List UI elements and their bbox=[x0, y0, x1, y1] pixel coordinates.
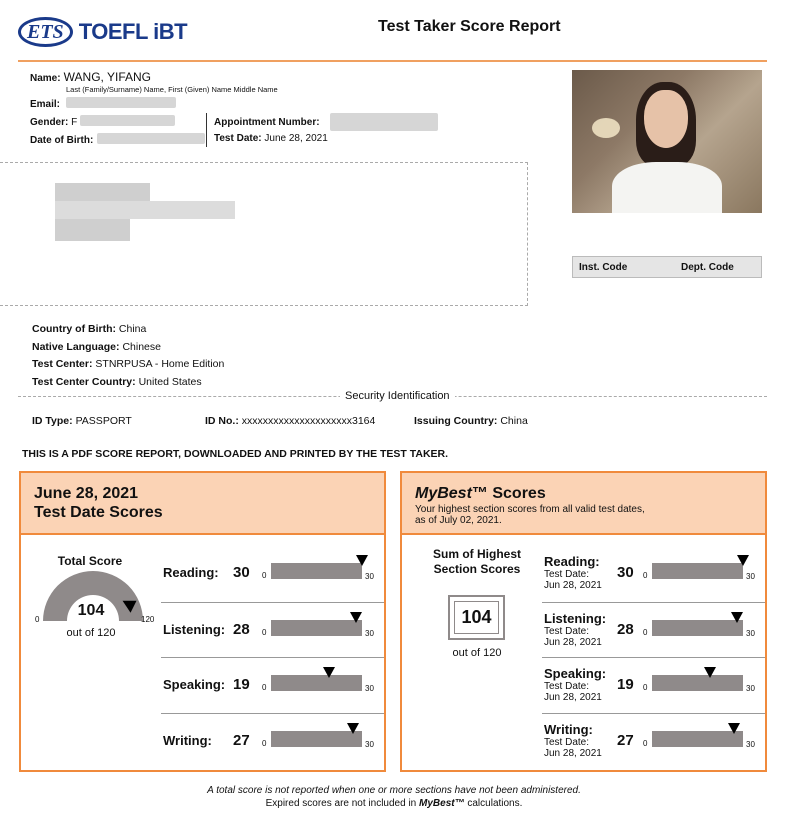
test-date-scores-panel bbox=[19, 471, 386, 772]
panel-test-date: June 28, 2021 bbox=[34, 485, 139, 502]
section-score: 27 bbox=[233, 732, 250, 749]
candidate-photo bbox=[572, 70, 762, 213]
section-test-date: Test Date: Jun 28, 2021 bbox=[544, 569, 602, 591]
section-score-bar bbox=[271, 563, 362, 579]
section-score: 28 bbox=[233, 621, 250, 638]
total-score-value: 104 bbox=[77, 602, 105, 619]
test-date-label: Test Date: bbox=[214, 133, 262, 144]
id-number: ID No.: xxxxxxxxxxxxxxxxxxxxx3164 bbox=[205, 415, 376, 427]
scale-max: 30 bbox=[746, 572, 755, 581]
footer-note-2: Expired scores are not included in MyBest™ calculations. bbox=[265, 798, 523, 809]
gauge-min: 0 bbox=[35, 615, 40, 624]
section-name: Reading: bbox=[544, 554, 600, 569]
info-divider bbox=[206, 113, 207, 147]
section-divider bbox=[161, 602, 384, 603]
section-score-marker bbox=[704, 667, 716, 678]
test-date-panel-header bbox=[21, 473, 384, 535]
section-divider bbox=[161, 657, 384, 658]
scale-max: 30 bbox=[365, 629, 374, 638]
ets-toefl-logo bbox=[18, 14, 187, 50]
appointment-label: Appointment Number: bbox=[214, 117, 320, 128]
logo-toefl-ibt: TOEFL iBT bbox=[78, 19, 188, 44]
total-score-label: Total Score bbox=[57, 554, 123, 568]
appointment-redacted bbox=[330, 113, 438, 131]
gender-row bbox=[30, 117, 77, 128]
section-divider bbox=[542, 713, 765, 714]
scale-min: 0 bbox=[262, 739, 267, 748]
section-name: Listening: bbox=[163, 622, 226, 637]
inst-code-label: Inst. Code bbox=[579, 262, 628, 273]
section-score-marker bbox=[731, 612, 743, 623]
section-divider bbox=[542, 657, 765, 658]
section-test-date: Test Date: Jun 28, 2021 bbox=[544, 681, 602, 703]
name-label: Name: bbox=[30, 73, 61, 84]
scale-min: 0 bbox=[643, 683, 648, 692]
section-score-marker bbox=[350, 612, 362, 623]
gender-label: Gender: bbox=[30, 117, 69, 128]
scale-max: 30 bbox=[746, 740, 755, 749]
section-score-marker bbox=[728, 723, 740, 734]
name-row bbox=[30, 70, 151, 84]
test-date-row bbox=[214, 133, 328, 144]
scale-min: 0 bbox=[262, 571, 267, 580]
dob-label: Date of Birth: bbox=[30, 135, 94, 146]
scale-max: 30 bbox=[365, 572, 374, 581]
section-score: 19 bbox=[617, 676, 634, 693]
detail-country-of-birth: Country of Birth: China bbox=[32, 323, 147, 335]
section-name: Writing: bbox=[163, 733, 212, 748]
sum-highest-label: Sum of Highest Section Scores bbox=[432, 547, 521, 576]
header-divider bbox=[18, 60, 767, 62]
test-date-value: June 28, 2021 bbox=[264, 133, 328, 144]
section-divider bbox=[542, 602, 765, 603]
dob-redacted bbox=[97, 133, 205, 144]
gender-redacted bbox=[80, 115, 175, 126]
section-score-marker bbox=[323, 667, 335, 678]
email-redacted bbox=[66, 97, 176, 108]
detail-native-language: Native Language: Chinese bbox=[32, 340, 161, 353]
sum-score-value: 104 bbox=[454, 601, 499, 634]
candidate-name: WANG, YIFANG bbox=[63, 70, 151, 84]
section-name: Reading: bbox=[163, 565, 219, 580]
section-score: 30 bbox=[617, 564, 634, 581]
section-score-marker bbox=[356, 555, 368, 566]
security-title: Security Identification bbox=[340, 390, 455, 402]
section-divider bbox=[161, 713, 384, 714]
detail-test-center: Test Center: STNRPUSA - Home Edition bbox=[32, 358, 225, 370]
section-score-bar bbox=[271, 675, 362, 691]
pdf-disclaimer: THIS IS A PDF SCORE REPORT, DOWNLOADED AND PRINTED BY THE TEST TAKER. bbox=[22, 448, 449, 460]
section-name: Speaking: bbox=[544, 666, 607, 681]
section-score-bar bbox=[271, 620, 362, 636]
section-score: 30 bbox=[233, 564, 250, 581]
logo-ets: ETS bbox=[18, 17, 73, 47]
scale-max: 30 bbox=[365, 684, 374, 693]
section-score-bar bbox=[652, 675, 743, 691]
candidate-details bbox=[32, 321, 224, 391]
section-score-bar bbox=[652, 563, 743, 579]
panel-title: Test Date Scores bbox=[34, 504, 163, 521]
institution-code-box bbox=[572, 256, 762, 278]
mybest-scores-panel bbox=[400, 471, 767, 772]
footer-note-1: A total score is not reported when one or more sections have not been administered. bbox=[207, 785, 581, 796]
total-score-out-of: out of 120 bbox=[66, 627, 116, 639]
scale-min: 0 bbox=[262, 628, 267, 637]
section-name: Listening: bbox=[544, 611, 607, 626]
sum-score-out-of: out of 120 bbox=[452, 647, 502, 659]
email-label: Email: bbox=[30, 99, 61, 110]
gauge-max: 120 bbox=[141, 615, 155, 624]
address-box bbox=[0, 162, 528, 306]
section-score-marker bbox=[347, 723, 359, 734]
scale-max: 30 bbox=[365, 740, 374, 749]
mybest-panel-header bbox=[402, 473, 765, 535]
mybest-subtitle: Your highest section scores from all valid test dates, as of July 02, 2021. bbox=[415, 504, 645, 526]
section-name: Writing: bbox=[544, 722, 593, 737]
report-title: Test Taker Score Report bbox=[378, 18, 561, 35]
section-score: 28 bbox=[617, 621, 634, 638]
gender-value: F bbox=[71, 117, 78, 128]
section-score: 27 bbox=[617, 732, 634, 749]
section-test-date: Test Date: Jun 28, 2021 bbox=[544, 737, 602, 759]
scale-min: 0 bbox=[262, 683, 267, 692]
section-name: Speaking: bbox=[163, 677, 226, 692]
mybest-title: MyBest™ Scores bbox=[415, 485, 546, 502]
detail-test-center-country: Test Center Country: United States bbox=[32, 375, 202, 388]
issuing-country: Issuing Country: China bbox=[414, 415, 528, 427]
scale-max: 30 bbox=[746, 684, 755, 693]
id-type: ID Type: PASSPORT bbox=[32, 415, 132, 427]
section-score-bar bbox=[652, 620, 743, 636]
dept-code-label: Dept. Code bbox=[681, 262, 734, 273]
sum-score-box bbox=[448, 595, 505, 640]
scale-min: 0 bbox=[643, 739, 648, 748]
scale-max: 30 bbox=[746, 629, 755, 638]
section-score: 19 bbox=[233, 676, 250, 693]
scale-min: 0 bbox=[643, 628, 648, 637]
name-format-hint: Last (Family/Surname) Name, First (Given) Name Middle Name bbox=[66, 85, 278, 94]
scale-min: 0 bbox=[643, 571, 648, 580]
section-test-date: Test Date: Jun 28, 2021 bbox=[544, 626, 602, 648]
section-score-marker bbox=[737, 555, 749, 566]
